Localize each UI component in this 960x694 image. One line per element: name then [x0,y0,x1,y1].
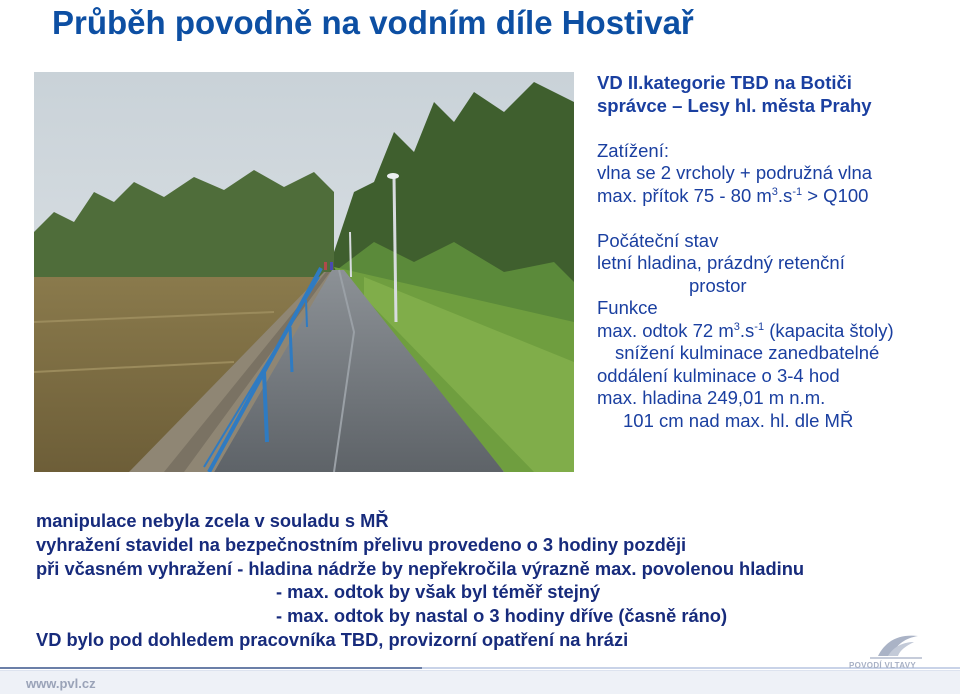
info-line-2: správce – Lesy hl. města Prahy [597,94,872,116]
stav-line-2: prostor [689,274,747,296]
zatizeni-heading: Zatížení: [597,139,669,161]
note-line: manipulace nebyla zcela v souladu s MŘ [36,510,389,531]
funkce-heading: Funkce [597,297,658,318]
note-line: vyhražení stavidel na bezpečnostním přelivu provedeno o 3 hodiny později [36,533,687,555]
note-line: při včasném vyhražení - hladina nádrže by nepřekročila výrazně max. povolenou hladinu [36,557,805,579]
stav-line-1: letní hladina, prázdný retenční [597,252,845,273]
zatizeni-line-1: vlna se 2 vrcholy + podružná vlna [597,162,873,183]
funkce-line-2: snížení kulminace zanedbatelné [615,342,880,363]
footer-url: www.pvl.cz [26,676,96,691]
info-line-1: VD II.kategorie TBD na Botiči [597,72,852,93]
note-line: - max. odtok by však byl téměř stejný [276,581,601,603]
note-line: VD bylo pod dohledem pracovníka TBD, provizorní opatření na hrázi [36,628,629,650]
notes-block [36,509,804,652]
footer-band [0,671,960,694]
logo-text: POVODÍ VLTAVY [849,661,917,670]
dam-info-block [597,72,894,432]
funkce-line-4: max. hladina 249,01 m n.m. [597,387,826,408]
stav-heading: Počáteční stav [597,229,719,251]
funkce-line-5: 101 cm nad max. hl. dle MŘ [623,409,854,431]
funkce-line-3: oddálení kulminace o 3-4 hod [597,364,840,386]
dam-crest-photo [34,72,574,472]
odtok-line: max. odtok 72 $m^3.s^{-1}$ (kapacita štoly) [597,319,894,341]
note-line: - max. odtok by nastal o 3 hodiny dříve (časně ráno) [276,605,728,627]
page-title: Průběh povodně na vodním díle Hostivař [52,4,694,41]
pritok-line: max. přítok 75 - 80 $m^3.s^{-1} > Q100$ [597,184,869,206]
